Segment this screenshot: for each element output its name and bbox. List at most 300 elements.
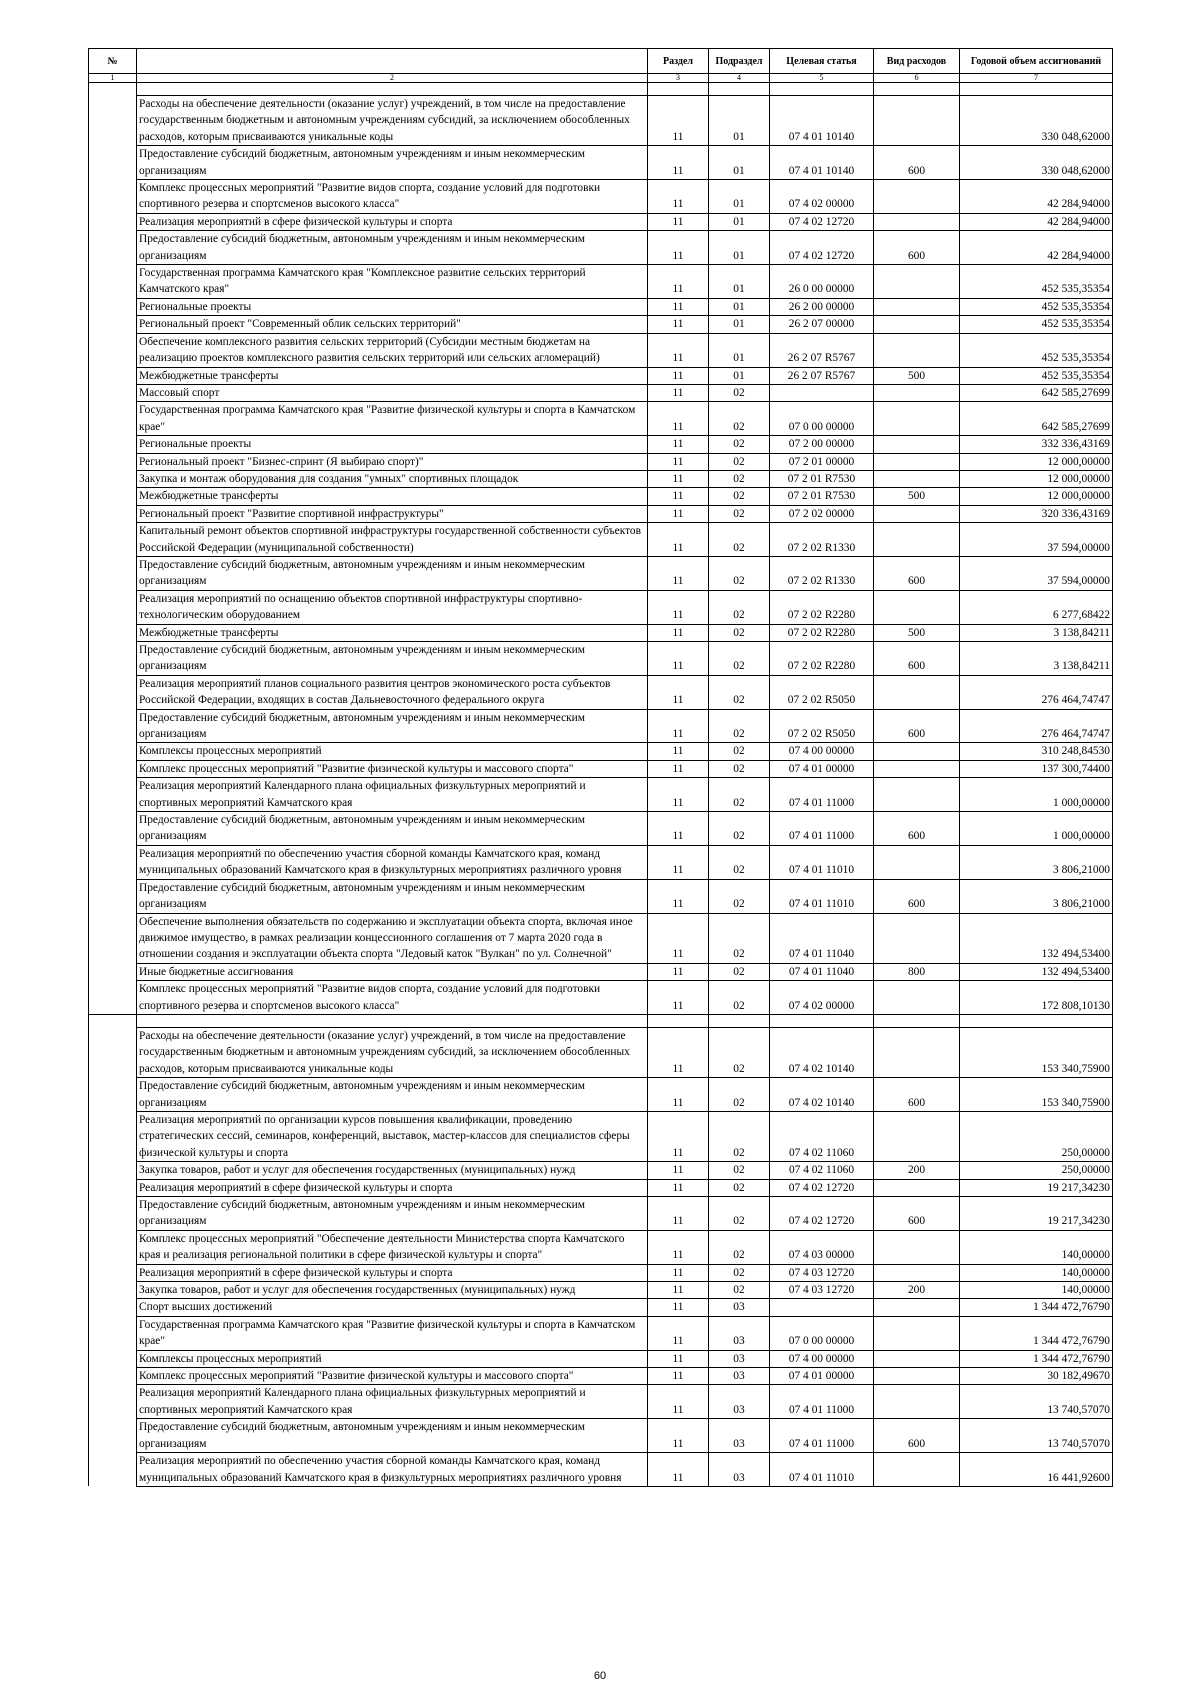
cell-razdel: 11 [648, 675, 709, 709]
cell-target-article: 07 2 01 00000 [770, 453, 874, 470]
cell-amount: 1 344 472,76790 [960, 1299, 1113, 1316]
cell-podrazdel: 01 [709, 367, 770, 384]
cell-expense-type [874, 1111, 960, 1161]
cell-razdel: 11 [648, 523, 709, 557]
table-row [89, 760, 1113, 777]
cell-name: Комплексы процессных мероприятий [137, 743, 648, 760]
cell-expense-type [874, 505, 960, 522]
cell-target-article: 07 4 01 11010 [770, 879, 874, 913]
cell-podrazdel: 01 [709, 333, 770, 367]
cell-expense-type: 200 [874, 1282, 960, 1299]
cell-podrazdel: 02 [709, 488, 770, 505]
table-row [89, 709, 1113, 743]
spacer-cell [89, 1014, 137, 1027]
cell-name: Реализация мероприятий по организации курсов повышения квалификации, проведению стратегических сессий, семинаров, конференций, выставок, мастер-классов для специалистов сферы физической культуры и спорта [137, 1111, 648, 1161]
table-row [89, 1162, 1113, 1179]
table-row [89, 590, 1113, 624]
cell-number [89, 879, 137, 913]
cell-number [89, 265, 137, 299]
cell-podrazdel: 02 [709, 384, 770, 401]
spacer-cell [960, 1014, 1113, 1027]
cell-number [89, 231, 137, 265]
cell-podrazdel: 01 [709, 180, 770, 214]
cell-amount: 3 138,84211 [960, 624, 1113, 641]
table-row [89, 1282, 1113, 1299]
cell-number [89, 743, 137, 760]
cell-name: Предоставление субсидий бюджетным, автономным учреждениям и иным некоммерческим организациям [137, 1419, 648, 1453]
table-row [89, 146, 1113, 180]
cell-number [89, 675, 137, 709]
spacer-cell [874, 83, 960, 96]
cell-amount: 642 585,27699 [960, 402, 1113, 436]
cell-target-article: 07 4 02 12720 [770, 1179, 874, 1196]
cell-name: Региональные проекты [137, 436, 648, 453]
cell-number [89, 1350, 137, 1367]
cell-amount: 19 217,34230 [960, 1197, 1113, 1231]
cell-name: Реализация мероприятий Календарного плана официальных физкультурных мероприятий и спортивных мероприятий Камчатского края [137, 1385, 648, 1419]
column-number: 4 [709, 74, 770, 83]
cell-razdel: 11 [648, 1230, 709, 1264]
spacer-cell [874, 1014, 960, 1027]
table-row [89, 879, 1113, 913]
table-row [89, 1078, 1113, 1112]
cell-razdel: 11 [648, 1368, 709, 1385]
table-row [89, 845, 1113, 879]
table-row [89, 1027, 1113, 1077]
cell-podrazdel: 02 [709, 778, 770, 812]
cell-amount: 452 535,35354 [960, 298, 1113, 315]
cell-podrazdel: 02 [709, 1027, 770, 1077]
cell-number [89, 367, 137, 384]
cell-expense-type: 600 [874, 1197, 960, 1231]
cell-expense-type [874, 743, 960, 760]
cell-amount: 16 441,92600 [960, 1453, 1113, 1487]
cell-name: Капитальный ремонт объектов спортивной инфраструктуры государственной собственности субъектов Российской Федерации (муниципальной собственности) [137, 523, 648, 557]
cell-expense-type [874, 1385, 960, 1419]
cell-razdel: 11 [648, 453, 709, 470]
cell-target-article: 07 4 01 11000 [770, 812, 874, 846]
cell-expense-type: 600 [874, 1078, 960, 1112]
cell-podrazdel: 02 [709, 1197, 770, 1231]
cell-target-article: 26 2 07 R5767 [770, 333, 874, 367]
cell-razdel: 11 [648, 963, 709, 980]
cell-razdel: 11 [648, 213, 709, 230]
cell-expense-type [874, 213, 960, 230]
cell-amount: 132 494,53400 [960, 913, 1113, 963]
spacer-cell [960, 83, 1113, 96]
cell-target-article: 07 4 00 00000 [770, 743, 874, 760]
table-row [89, 981, 1113, 1015]
cell-target-article: 07 2 02 R5050 [770, 709, 874, 743]
cell-razdel: 11 [648, 913, 709, 963]
cell-name: Расходы на обеспечение деятельности (оказание услуг) учреждений, в том числе на предоставление государственным бюджетным и автономным учреждениям субсидий, за исключением обособленных расходов, которым присваиваются уникальные коды [137, 1027, 648, 1077]
column-number: 5 [770, 74, 874, 83]
cell-target-article: 07 4 01 11040 [770, 963, 874, 980]
cell-number [89, 812, 137, 846]
cell-target-article: 26 2 07 R5767 [770, 367, 874, 384]
cell-number [89, 1078, 137, 1112]
cell-amount: 140,00000 [960, 1282, 1113, 1299]
table-row [89, 265, 1113, 299]
cell-name: Межбюджетные трансферты [137, 488, 648, 505]
cell-name: Предоставление субсидий бюджетным, автономным учреждениям и иным некоммерческим организациям [137, 231, 648, 265]
cell-number [89, 333, 137, 367]
cell-podrazdel: 02 [709, 913, 770, 963]
header-number: № [89, 49, 137, 74]
table-row [89, 333, 1113, 367]
cell-target-article: 07 4 01 11000 [770, 778, 874, 812]
cell-razdel: 11 [648, 1316, 709, 1350]
cell-podrazdel: 03 [709, 1299, 770, 1316]
cell-expense-type [874, 180, 960, 214]
budget-allocation-table [88, 48, 1113, 1487]
cell-expense-type: 600 [874, 556, 960, 590]
cell-podrazdel: 02 [709, 709, 770, 743]
cell-razdel: 11 [648, 384, 709, 401]
cell-target-article: 07 4 01 00000 [770, 1368, 874, 1385]
cell-expense-type [874, 1230, 960, 1264]
cell-razdel: 11 [648, 1350, 709, 1367]
cell-target-article: 07 4 02 00000 [770, 981, 874, 1015]
cell-amount: 19 217,34230 [960, 1179, 1113, 1196]
cell-expense-type [874, 316, 960, 333]
table-row [89, 523, 1113, 557]
cell-number [89, 709, 137, 743]
table-row [89, 213, 1113, 230]
cell-name: Предоставление субсидий бюджетным, автономным учреждениям и иным некоммерческим организациям [137, 812, 648, 846]
table-row [89, 180, 1113, 214]
cell-podrazdel: 03 [709, 1453, 770, 1487]
table-row [89, 402, 1113, 436]
cell-target-article: 07 4 02 00000 [770, 180, 874, 214]
table-row [89, 913, 1113, 963]
cell-name: Комплекс процессных мероприятий "Развитие видов спорта, создание условий для подготовки спортивного резерва и спортсменов высокого класса" [137, 180, 648, 214]
cell-expense-type [874, 981, 960, 1015]
cell-number [89, 778, 137, 812]
cell-amount: 30 182,49670 [960, 1368, 1113, 1385]
cell-target-article: 07 2 02 R2280 [770, 590, 874, 624]
cell-expense-type [874, 1368, 960, 1385]
cell-target-article: 07 4 00 00000 [770, 1350, 874, 1367]
cell-number [89, 1111, 137, 1161]
cell-target-article: 07 0 00 00000 [770, 402, 874, 436]
cell-number [89, 642, 137, 676]
cell-podrazdel: 02 [709, 981, 770, 1015]
table-row [89, 453, 1113, 470]
cell-amount: 452 535,35354 [960, 333, 1113, 367]
cell-amount: 153 340,75900 [960, 1078, 1113, 1112]
table-row [89, 675, 1113, 709]
cell-razdel: 11 [648, 709, 709, 743]
table-row [89, 1299, 1113, 1316]
cell-razdel: 11 [648, 1299, 709, 1316]
cell-razdel: 11 [648, 470, 709, 487]
cell-podrazdel: 02 [709, 470, 770, 487]
cell-razdel: 11 [648, 743, 709, 760]
cell-razdel: 11 [648, 760, 709, 777]
cell-name: Государственная программа Камчатского края "Комплексное развитие сельских территорий Камчатского края" [137, 265, 648, 299]
cell-target-article: 07 2 00 00000 [770, 436, 874, 453]
cell-amount: 37 594,00000 [960, 556, 1113, 590]
cell-name: Предоставление субсидий бюджетным, автономным учреждениям и иным некоммерческим организациям [137, 709, 648, 743]
cell-number [89, 146, 137, 180]
table-row [89, 1197, 1113, 1231]
cell-amount: 642 585,27699 [960, 384, 1113, 401]
cell-expense-type: 600 [874, 879, 960, 913]
table-row [89, 1316, 1113, 1350]
cell-razdel: 11 [648, 1419, 709, 1453]
cell-expense-type: 600 [874, 709, 960, 743]
cell-razdel: 11 [648, 1111, 709, 1161]
cell-number [89, 1027, 137, 1077]
cell-number [89, 963, 137, 980]
cell-podrazdel: 01 [709, 316, 770, 333]
cell-podrazdel: 01 [709, 231, 770, 265]
cell-number [89, 1453, 137, 1487]
cell-name: Предоставление субсидий бюджетным, автономным учреждениям и иным некоммерческим организациям [137, 1078, 648, 1112]
cell-target-article: 26 0 00 00000 [770, 265, 874, 299]
cell-target-article: 07 4 02 10140 [770, 1078, 874, 1112]
cell-expense-type: 600 [874, 812, 960, 846]
cell-name: Межбюджетные трансферты [137, 624, 648, 641]
table-row [89, 812, 1113, 846]
spacer-cell [648, 1014, 709, 1027]
cell-podrazdel: 03 [709, 1419, 770, 1453]
cell-razdel: 11 [648, 1282, 709, 1299]
cell-razdel: 11 [648, 146, 709, 180]
cell-target-article: 07 4 01 10140 [770, 96, 874, 146]
cell-name: Региональный проект "Современный облик сельских территорий" [137, 316, 648, 333]
cell-number [89, 96, 137, 146]
cell-target-article [770, 1299, 874, 1316]
cell-number [89, 1368, 137, 1385]
cell-target-article: 26 2 07 00000 [770, 316, 874, 333]
table-row [89, 642, 1113, 676]
cell-razdel: 11 [648, 96, 709, 146]
cell-razdel: 11 [648, 1179, 709, 1196]
cell-number [89, 1162, 137, 1179]
cell-name: Расходы на обеспечение деятельности (оказание услуг) учреждений, в том числе на предоставление государственным бюджетным и автономным учреждениям субсидий, за исключением обособленных расходов, которым присваиваются уникальные коды [137, 96, 648, 146]
cell-amount: 13 740,57070 [960, 1419, 1113, 1453]
cell-name: Реализация мероприятий в сфере физической культуры и спорта [137, 1179, 648, 1196]
cell-razdel: 11 [648, 642, 709, 676]
cell-expense-type [874, 1027, 960, 1077]
cell-expense-type [874, 1179, 960, 1196]
cell-podrazdel: 03 [709, 1368, 770, 1385]
header-target-article: Целевая статья [770, 49, 874, 74]
table-row [89, 505, 1113, 522]
table-row [89, 1230, 1113, 1264]
column-number: 2 [137, 74, 648, 83]
table-row [89, 298, 1113, 315]
cell-podrazdel: 01 [709, 298, 770, 315]
cell-razdel: 11 [648, 624, 709, 641]
cell-amount: 1 344 472,76790 [960, 1316, 1113, 1350]
cell-number [89, 505, 137, 522]
cell-number [89, 590, 137, 624]
cell-amount: 153 340,75900 [960, 1027, 1113, 1077]
column-number: 1 [89, 74, 137, 83]
cell-target-article: 07 4 01 10140 [770, 146, 874, 180]
spacer-cell [137, 1014, 648, 1027]
cell-razdel: 11 [648, 556, 709, 590]
cell-expense-type [874, 1264, 960, 1281]
cell-expense-type [874, 590, 960, 624]
cell-podrazdel: 02 [709, 675, 770, 709]
cell-podrazdel: 02 [709, 1162, 770, 1179]
cell-amount: 12 000,00000 [960, 488, 1113, 505]
cell-name: Реализация мероприятий в сфере физической культуры и спорта [137, 1264, 648, 1281]
cell-target-article: 07 2 02 00000 [770, 505, 874, 522]
cell-target-article: 07 2 02 R1330 [770, 556, 874, 590]
cell-razdel: 11 [648, 265, 709, 299]
table-row [89, 1264, 1113, 1281]
cell-amount: 12 000,00000 [960, 470, 1113, 487]
cell-name: Межбюджетные трансферты [137, 367, 648, 384]
cell-razdel: 11 [648, 367, 709, 384]
cell-number [89, 981, 137, 1015]
cell-target-article [770, 384, 874, 401]
cell-expense-type: 500 [874, 367, 960, 384]
cell-expense-type: 600 [874, 1419, 960, 1453]
cell-name: Предоставление субсидий бюджетным, автономным учреждениям и иным некоммерческим организациям [137, 642, 648, 676]
cell-podrazdel: 02 [709, 453, 770, 470]
cell-podrazdel: 01 [709, 96, 770, 146]
cell-name: Государственная программа Камчатского края "Развитие физической культуры и спорта в Камчатском крае" [137, 402, 648, 436]
cell-expense-type [874, 298, 960, 315]
cell-name: Иные бюджетные ассигнования [137, 963, 648, 980]
cell-razdel: 11 [648, 488, 709, 505]
cell-amount: 12 000,00000 [960, 453, 1113, 470]
cell-target-article: 07 4 03 12720 [770, 1264, 874, 1281]
cell-number [89, 760, 137, 777]
cell-amount: 452 535,35354 [960, 367, 1113, 384]
cell-expense-type [874, 436, 960, 453]
cell-name: Предоставление субсидий бюджетным, автономным учреждениям и иным некоммерческим организациям [137, 879, 648, 913]
cell-podrazdel: 02 [709, 1111, 770, 1161]
cell-amount: 276 464,74747 [960, 709, 1113, 743]
cell-amount: 320 336,43169 [960, 505, 1113, 522]
cell-amount: 137 300,74400 [960, 760, 1113, 777]
cell-expense-type [874, 675, 960, 709]
cell-amount: 42 284,94000 [960, 231, 1113, 265]
cell-amount: 452 535,35354 [960, 265, 1113, 299]
cell-number [89, 213, 137, 230]
cell-expense-type [874, 265, 960, 299]
cell-podrazdel: 02 [709, 812, 770, 846]
cell-target-article: 07 4 03 12720 [770, 1282, 874, 1299]
header-annual-amount: Годовой объем ассигнований [960, 49, 1113, 74]
cell-target-article: 07 2 01 R7530 [770, 470, 874, 487]
cell-name: Региональный проект "Бизнес-спринт (Я выбираю спорт)" [137, 453, 648, 470]
table-body [89, 83, 1113, 1487]
cell-number [89, 488, 137, 505]
cell-name: Государственная программа Камчатского края "Развитие физической культуры и спорта в Камчатском крае" [137, 1316, 648, 1350]
cell-razdel: 11 [648, 1453, 709, 1487]
cell-target-article: 07 4 01 11000 [770, 1385, 874, 1419]
cell-name: Реализация мероприятий по обеспечению участия сборной команды Камчатского края, команд муниципальных образований Камчатского края в физкультурных мероприятиях различного уровня [137, 1453, 648, 1487]
cell-target-article: 07 2 02 R5050 [770, 675, 874, 709]
cell-target-article: 07 4 02 10140 [770, 1027, 874, 1077]
table-row [89, 1385, 1113, 1419]
table-row [89, 1419, 1113, 1453]
cell-razdel: 11 [648, 505, 709, 522]
cell-number [89, 556, 137, 590]
cell-expense-type [874, 1316, 960, 1350]
cell-number [89, 1385, 137, 1419]
cell-razdel: 11 [648, 1027, 709, 1077]
cell-name: Реализация мероприятий в сфере физической культуры и спорта [137, 213, 648, 230]
spacer-cell [770, 1014, 874, 1027]
cell-target-article: 07 2 01 R7530 [770, 488, 874, 505]
cell-name: Закупка и монтаж оборудования для создания "умных" спортивных площадок [137, 470, 648, 487]
cell-name: Обеспечение выполнения обязательств по содержанию и эксплуатации объекта спорта, включая иное движимое имущество, в рамках реализации концессионного соглашения от 7 марта 2020 года в отношении создания и эксплуатации объекта спорта "Ледовый каток "Вулкан" по ул. Солнечной" [137, 913, 648, 963]
spacer-row [89, 83, 1113, 96]
cell-razdel: 11 [648, 981, 709, 1015]
cell-amount: 332 336,43169 [960, 436, 1113, 453]
cell-podrazdel: 02 [709, 963, 770, 980]
cell-podrazdel: 02 [709, 590, 770, 624]
cell-amount: 172 808,10130 [960, 981, 1113, 1015]
cell-expense-type [874, 96, 960, 146]
cell-target-article: 07 4 03 00000 [770, 1230, 874, 1264]
cell-target-article: 07 4 02 12720 [770, 1197, 874, 1231]
cell-name: Массовый спорт [137, 384, 648, 401]
cell-expense-type [874, 384, 960, 401]
cell-podrazdel: 03 [709, 1385, 770, 1419]
table-row [89, 367, 1113, 384]
spacer-cell [709, 83, 770, 96]
cell-expense-type: 500 [874, 624, 960, 641]
table-row [89, 624, 1113, 641]
page-number: 60 [593, 1670, 607, 1682]
cell-name: Комплекс процессных мероприятий "Развитие физической культуры и массового спорта" [137, 1368, 648, 1385]
cell-number [89, 316, 137, 333]
cell-name: Комплекс процессных мероприятий "Развитие физической культуры и массового спорта" [137, 760, 648, 777]
cell-amount: 42 284,94000 [960, 213, 1113, 230]
cell-number [89, 402, 137, 436]
cell-podrazdel: 02 [709, 402, 770, 436]
cell-number [89, 1299, 137, 1316]
cell-podrazdel: 01 [709, 265, 770, 299]
cell-target-article: 07 2 02 R2280 [770, 642, 874, 676]
cell-number [89, 453, 137, 470]
cell-name: Предоставление субсидий бюджетным, автономным учреждениям и иным некоммерческим организациям [137, 146, 648, 180]
cell-number [89, 1179, 137, 1196]
header-podrazdel: Подраздел [709, 49, 770, 74]
table-row [89, 1179, 1113, 1196]
cell-podrazdel: 02 [709, 760, 770, 777]
cell-amount: 310 248,84530 [960, 743, 1113, 760]
table-row [89, 231, 1113, 265]
cell-target-article: 26 2 00 00000 [770, 298, 874, 315]
cell-number [89, 298, 137, 315]
cell-expense-type [874, 1453, 960, 1487]
cell-expense-type [874, 470, 960, 487]
cell-razdel: 11 [648, 231, 709, 265]
cell-amount: 132 494,53400 [960, 963, 1113, 980]
cell-name: Закупка товаров, работ и услуг для обеспечения государственных (муниципальных) нужд [137, 1282, 648, 1299]
cell-name: Комплекс процессных мероприятий "Обеспечение деятельности Министерства спорта Камчатского края и реализация региональной политики в сфере физической культуры и спорта" [137, 1230, 648, 1264]
cell-amount: 1 344 472,76790 [960, 1350, 1113, 1367]
table-row [89, 96, 1113, 146]
spacer-cell [648, 83, 709, 96]
cell-target-article: 07 4 02 11060 [770, 1111, 874, 1161]
cell-expense-type [874, 402, 960, 436]
cell-podrazdel: 02 [709, 436, 770, 453]
table-row [89, 1453, 1113, 1487]
cell-number [89, 624, 137, 641]
